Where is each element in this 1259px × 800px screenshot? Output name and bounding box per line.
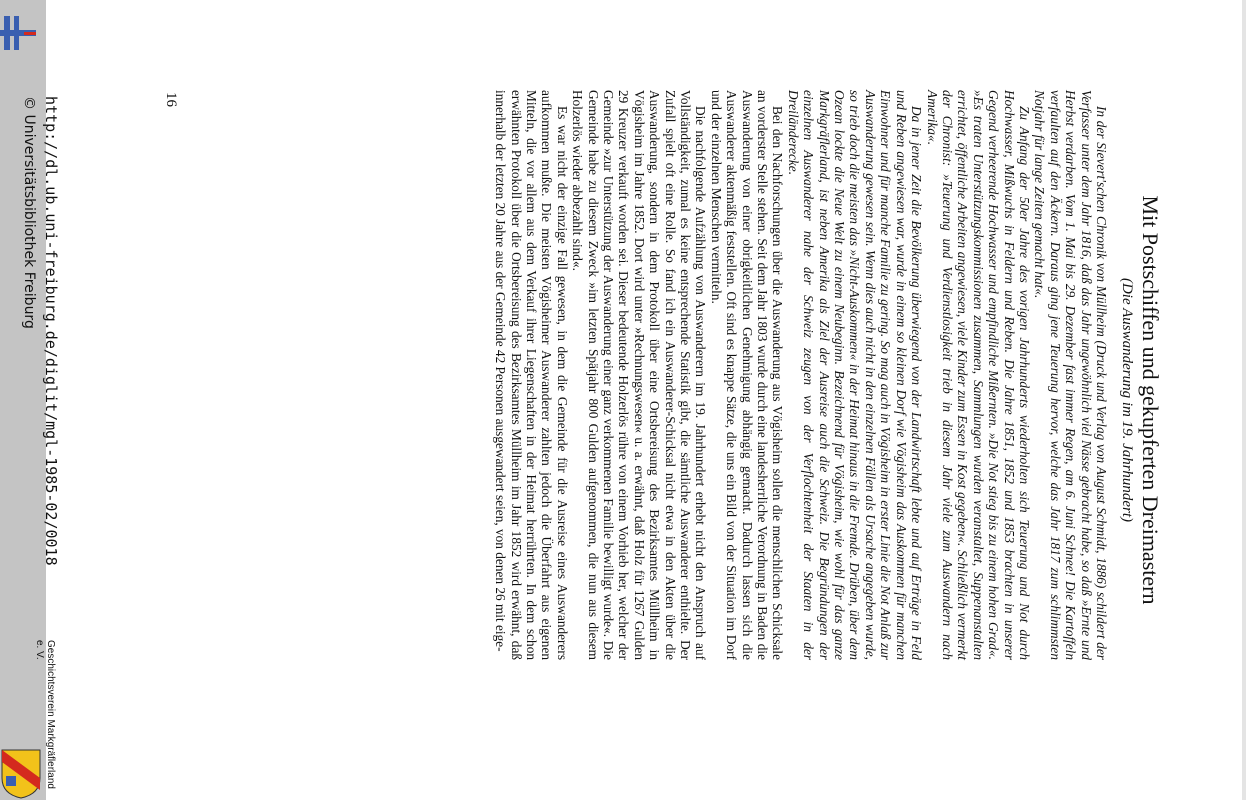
article-body [493, 90, 1109, 660]
publisher-name: Geschichtsverein Markgräflerland e. V. [34, 640, 56, 789]
article-title: Mit Postschiffen und gekupferten Dreimastern [1138, 195, 1163, 605]
paragraph: Es war nicht der einzige Fall gewesen, in dem die Gemeinde für die Ausreise eines Auswanderers aufkommen mußte. Die meisten Vögisheimer Auswanderer zahlten jedoch die Überfahrt aus eigenen Mitteln, die vor allem aus dem Verkauf ihrer Liegenschaften in der Heimat herrührten. In dem schon erwähnten Protokoll über die Ortsbereisung des Bezirksamtes Müllheim im Jahr 1852 wird erwähnt, daß innerhalb der letzten 20 Jahre aus der Gemeinde 42 Personen ausgewandert seien, von denen 26 mit eige- [493, 90, 570, 660]
article-subtitle: (Die Auswanderung im 19. Jahrhundert) [1119, 277, 1135, 522]
paragraph: Bei den Nachforschungen über die Auswanderung aus Vögisheim sollen die menschlichen Schicksale an vorderster Stelle stehen. Seit dem Jahr 1803 wurde durch eine landesherrliche Verordnung in Baden die Auswanderung von einer obrigkeitlichen Genehmigung abhängig gemacht. Dadurch lassen sich die Auswanderer aktenmäßig feststellen. Oft sind es knappe Sätze, die uns ein Bild von der Situation im Dorf und der einzelnen Menschen vermitteln. [708, 90, 786, 660]
paragraph: In der Sievert'schen Chronik von Müllheim (Druck und Verlag von August Schmidt, 1886) schildert der Verfasser unter dem Jahr 1816, daß das Jahr ungewöhnlich viel Nässe gebracht habe, so daß »Ernte und Herbst verdarben. Vom 1. Mai bis 29. Dezember fast immer Regen, am 6. Juni Schnee! Die Kartoffeln verfaulten auf den Äckern. Daraus ging jene Teuerung hervor, welche das Jahr 1817 zum schlimmsten Notjahr für lange Zeiten gemacht hat«. [1032, 90, 1109, 660]
paragraph: Zu Anfang der 50er Jahre des vorigen Jahrhunderts wiederholten sich Teuerung und Not durch Hochwasser, Mißwuchs in Feldern und Reben. Die Jahre 1851, 1852 und 1853 brachten in unserer Gegend verheerende Hochwasser und empfindliche Mißernten. »Die Not stieg bis zu einem hohen Grad«. »Es traten Unterstützungskommissionen zusammen, Sammlungen wurden veranstaltet, Suppenanstalten errichtet, öffentliche Arbeiten angewiesen, viele Kinder zum Essen in Kost gegeben«. Schließlich vermerkt der Chronist: »Teuerung und Verdienstlosigkeit trieb in diesem Jahr viele zum Auswandern nach Amerika«. [924, 90, 1032, 660]
page-number: 16 [163, 92, 179, 107]
paragraph: Die nachfolgende Aufzählung von Auswanderern im 19. Jahrhundert erhebt nicht den Anspruch auf Vollständigkeit, zumal es keine entsprechende Statistik gibt, die sämtliche Auswanderer enthielte. Der Zufall spielt oft eine Rolle. So fand ich ein Auswanderer-Schicksal nicht etwa in den Akten über die Auswanderung, sondern in dem Protokoll über eine Ortsbereisung des Bezirksamtes Müllheim in Vögisheim im Jahre 1852. Dort wird unter »Rechnungswesen« u. a. erwähnt, daß Holz für 1267 Gulden 29 Kreuzer verkauft worden sei. Dieser bedeutende Holzerlös rühre von einem Vorhieb her, welcher der Gemeinde »zur Unterstützung der Auswanderung einer ganz verkommenen Familie bewilligt wurde«. Die Gemeinde habe zu diesem Zweck »im letzten Spätjahr 800 Gulden aufgenommen, die nun aus diesem Holzerlös wieder abbezahlt sind«. [570, 90, 709, 660]
copyright-notice: © Universitätsbibliothek Freiburg [21, 96, 37, 329]
paragraph: Da in jener Zeit die Bevölkerung überwiegend von der Landwirtschaft lebte und auf Erträge in Feld und Reben angewiesen war, wurde in einem so kleinen Dorf wie Vögisheim das Auskommen für manchen Einwohner und für manche Familie zu gering. So mag auch in Vögisheim in erster Linie die Not Anlaß zur Auswanderung gewesen sein. Wenn dies auch nicht in den einzelnen Fällen als Ursache angegeben wurde, so trieb doch die meisten das »Nicht-Auskommen« in der Heimat hinaus in die Fremde. Drüben, über dem Ozean lockte die Neue Welt zu einem Neubeginn. Bezeichnend für Vögisheim, wie wohl für das ganze Markgräflerland, ist neben Amerika als Ziel der Ausreise auch die Schweiz. Die Begründungen der einzelnen Auswanderer nahe der Schweiz zeugen von der Verflochtenheit der Staaten in der Dreiländerecke. [785, 90, 925, 660]
source-url[interactable]: http://dl.ub.uni-freiburg.de/diglit/mgl-1985-02/0018 [42, 96, 60, 566]
